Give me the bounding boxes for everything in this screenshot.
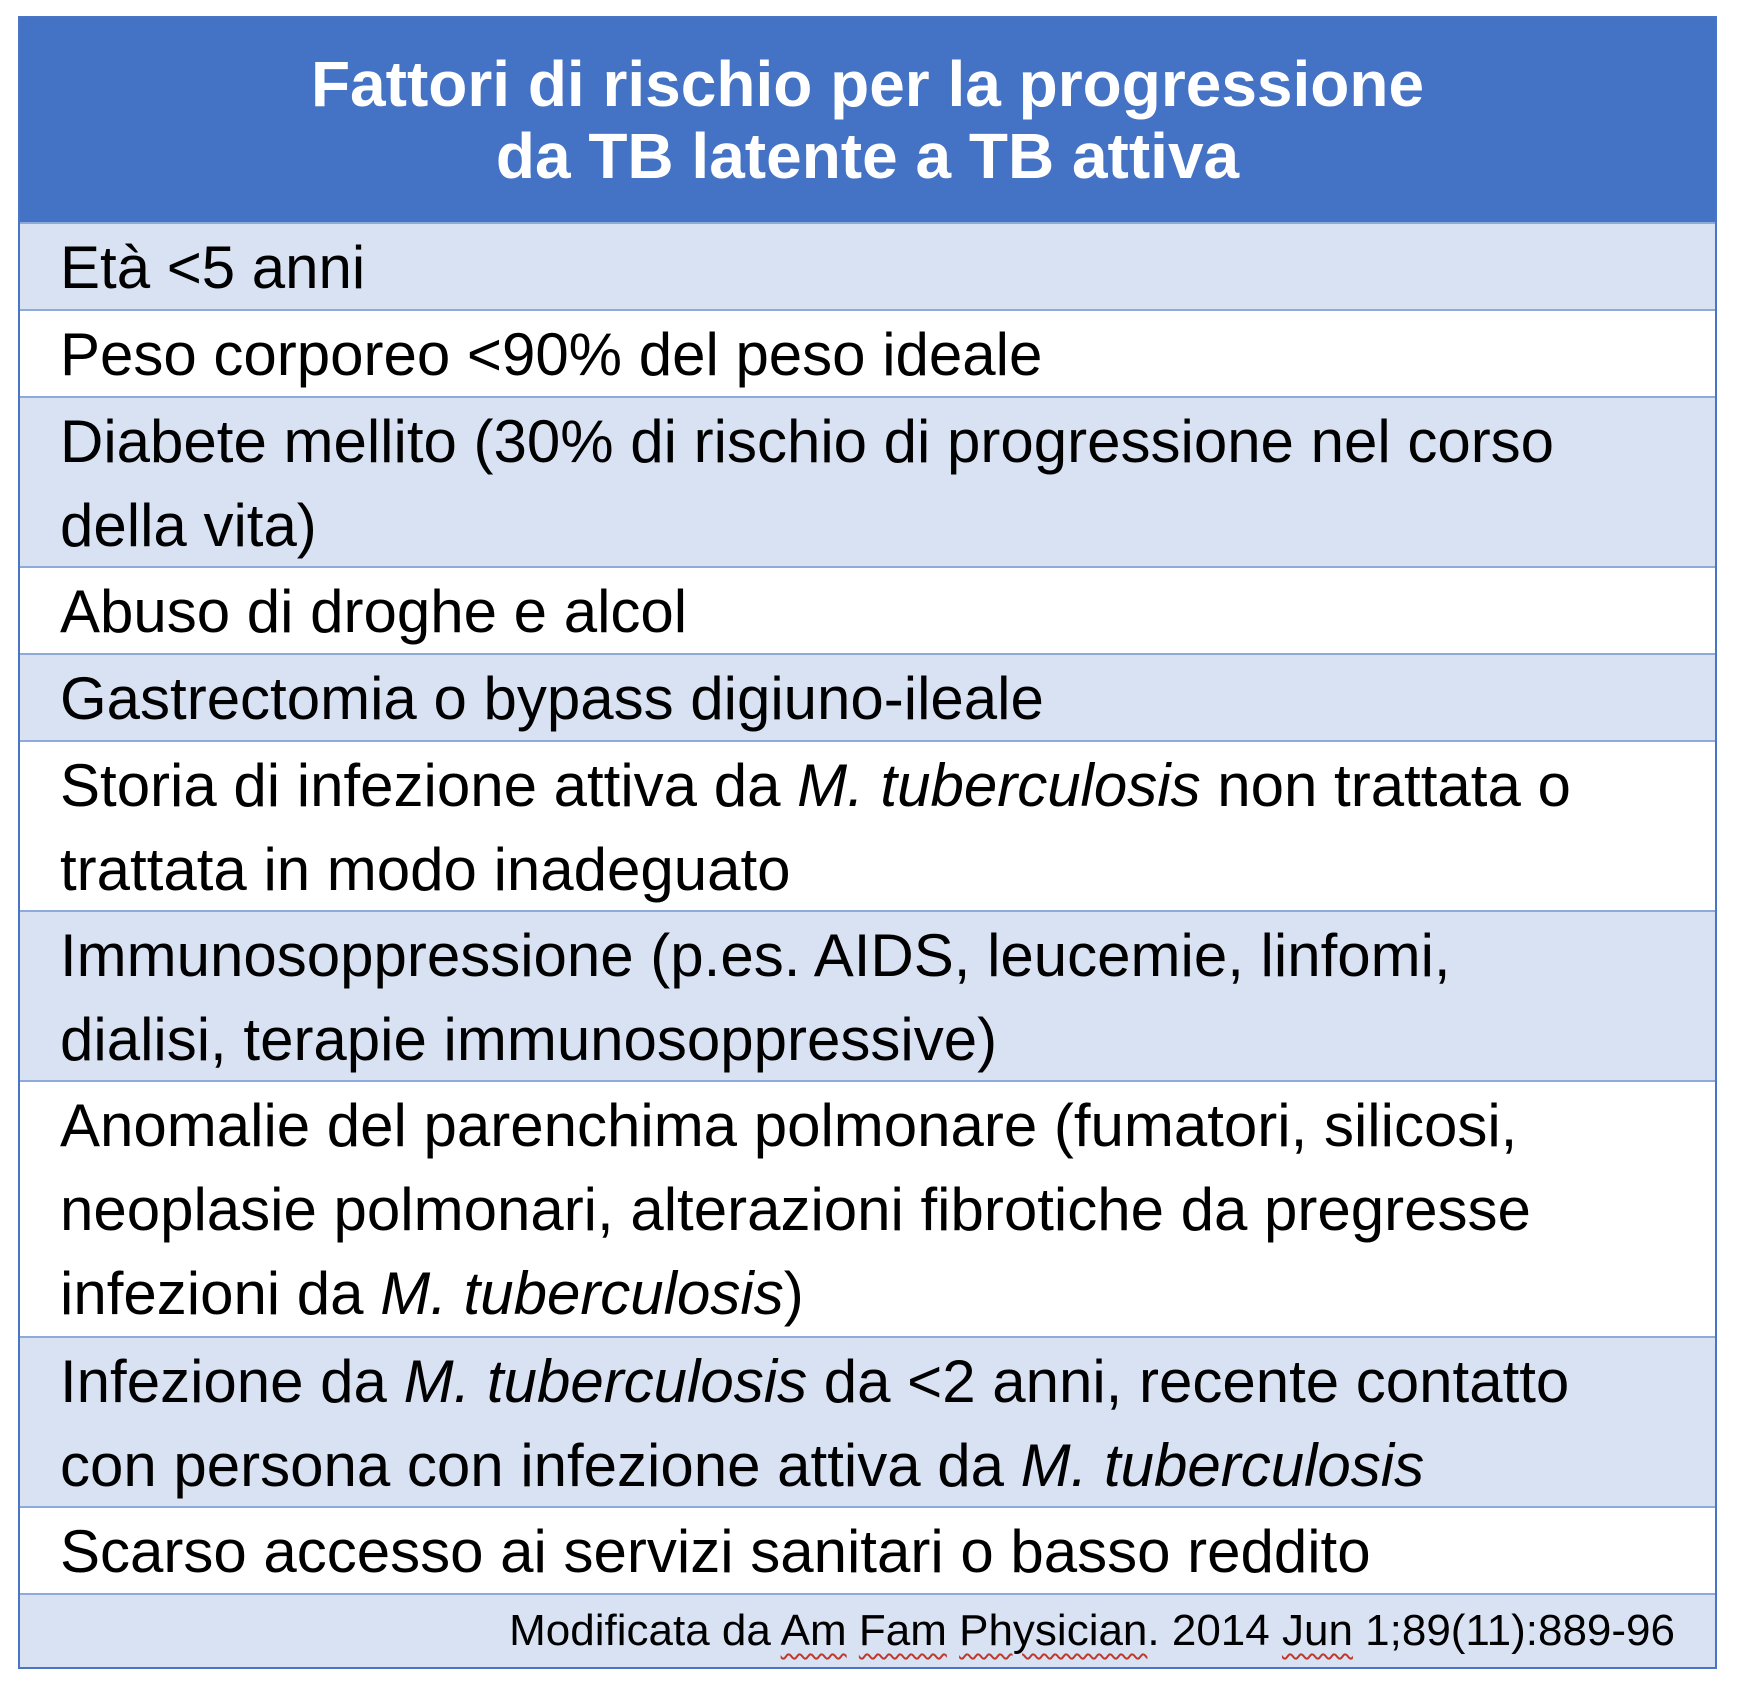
row-text: ): [783, 1260, 804, 1327]
row-line: [60, 657, 1675, 741]
row-line: [60, 1424, 1675, 1508]
row-line: [60, 1168, 1675, 1252]
row-text: neoplasie polmonari, alterazioni fibrotiche da pregresse: [60, 1176, 1531, 1243]
row-text: Anomalie del parenchima polmonare (fumatori, silicosi,: [60, 1092, 1518, 1159]
row-text: Peso corporeo <90% del peso ideale: [60, 321, 1043, 388]
table-row: [20, 912, 1715, 1082]
citation-spellcheck-word: Physician: [959, 1606, 1148, 1655]
row-text: della vita): [60, 492, 317, 559]
table-row: [20, 568, 1715, 655]
row-line: [60, 914, 1675, 998]
row-text: da <2 anni, recente contatto: [807, 1348, 1570, 1415]
citation-spellcheck-word: Jun: [1281, 1606, 1353, 1655]
row-line: [60, 1252, 1675, 1336]
italic-term: M. tuberculosis: [403, 1348, 808, 1415]
table-row: [20, 742, 1715, 912]
row-line: [60, 998, 1675, 1082]
row-text: Infezione da: [60, 1348, 404, 1415]
table-row: [20, 655, 1715, 742]
row-line: [60, 744, 1675, 828]
row-text: Storia di infezione attiva da: [60, 752, 798, 819]
row-text: Immunosoppressione (p.es. AIDS, leucemie, linfomi,: [60, 922, 1451, 989]
citation-spellcheck-word: Fam: [858, 1606, 947, 1655]
table-row: [20, 1508, 1715, 1595]
table-row: [20, 1338, 1715, 1508]
row-line: [60, 226, 1675, 310]
table-row: [20, 1082, 1715, 1338]
row-text: infezioni da: [60, 1260, 381, 1327]
row-line: [60, 1084, 1675, 1168]
citation-text: [847, 1606, 859, 1655]
row-line: [60, 400, 1675, 484]
row-text: Diabete mellito (30% di rischio di progressione nel corso: [60, 408, 1555, 475]
table-title-line-2: da TB latente a TB attiva: [495, 120, 1240, 192]
italic-term: M. tuberculosis: [1020, 1432, 1425, 1499]
table-header: [20, 18, 1715, 224]
row-text: Età <5 anni: [60, 234, 366, 301]
row-line: [60, 1340, 1675, 1424]
citation-text: [947, 1606, 959, 1655]
row-line: [60, 570, 1675, 654]
source-citation: [20, 1595, 1715, 1667]
table-row: [20, 398, 1715, 568]
table-body: [20, 224, 1715, 1595]
row-text: Abuso di droghe e alcol: [60, 578, 688, 645]
table-row: [20, 311, 1715, 398]
row-line: [60, 484, 1675, 568]
italic-term: M. tuberculosis: [797, 752, 1201, 819]
row-text: con persona con infezione attiva da: [60, 1432, 1021, 1499]
risk-factors-table: [18, 16, 1717, 1669]
row-text: Scarso accesso ai servizi sanitari o basso reddito: [60, 1518, 1371, 1585]
citation-text: Modificata da: [509, 1606, 781, 1655]
table-title-line-1: Fattori di rischio per la progressione: [310, 48, 1425, 120]
row-text: non trattata o: [1200, 752, 1571, 819]
row-line: [60, 1510, 1675, 1594]
row-text: trattata in modo inadeguato: [60, 836, 791, 903]
citation-spellcheck-word: Am: [780, 1606, 847, 1655]
row-line: [60, 313, 1675, 397]
row-text: Gastrectomia o bypass digiuno-ileale: [60, 665, 1044, 732]
row-line: [60, 828, 1675, 912]
row-text: dialisi, terapie immunosoppressive): [60, 1006, 998, 1073]
italic-term: M. tuberculosis: [380, 1260, 784, 1327]
citation-text: 1;89(11):889-96: [1352, 1606, 1675, 1655]
table-row: [20, 224, 1715, 311]
citation-text: . 2014: [1147, 1606, 1282, 1655]
